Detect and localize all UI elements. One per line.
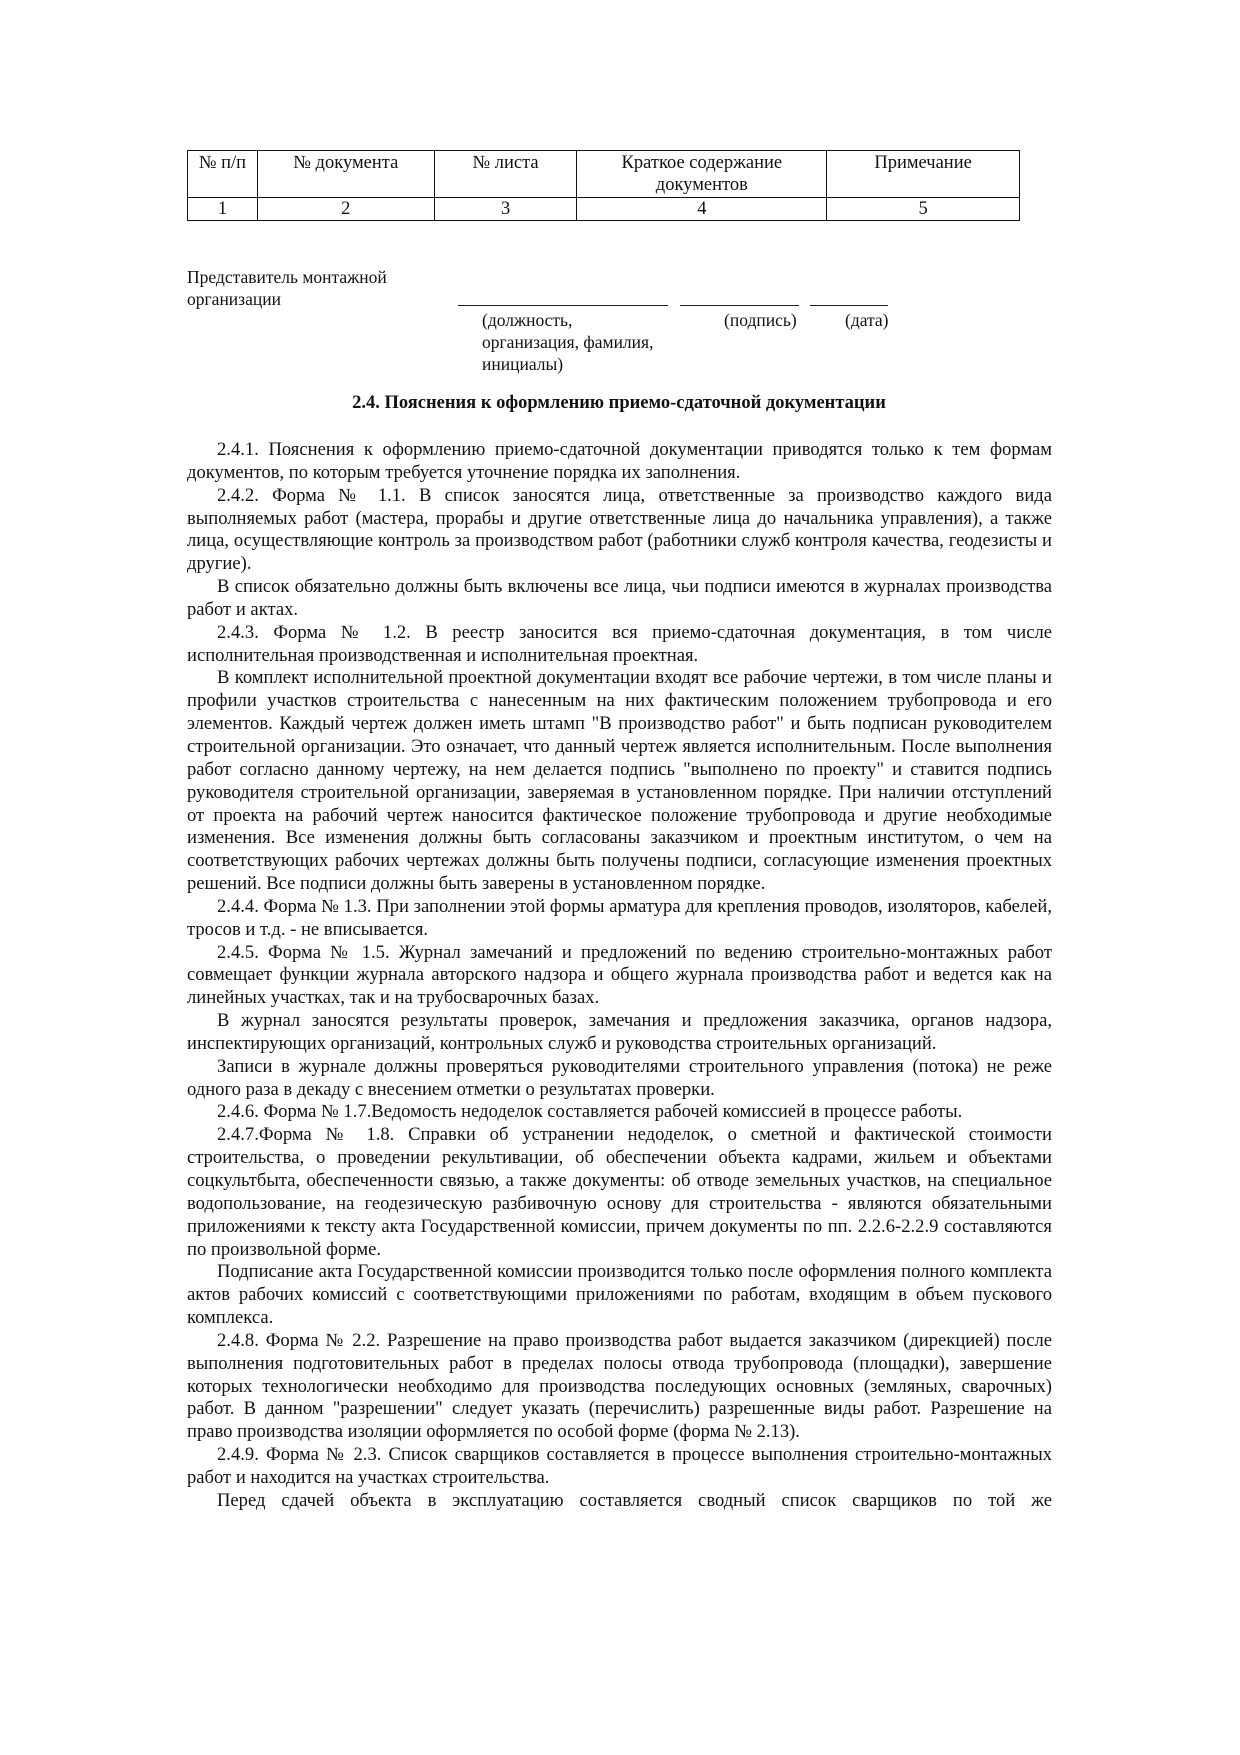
paragraph: 2.4.6. Форма № 1.7.Ведомость недоделок составляется рабочей комиссией в процессе работы. <box>217 1101 963 1123</box>
table-header-cell: № листа <box>434 151 577 198</box>
table-cell: 5 <box>827 198 1020 221</box>
paragraph: Перед сдачей объекта в эксплуатацию составляется сводный список сварщиков по той же <box>217 1489 1052 1511</box>
section-title: 2.4. Пояснения к оформлению приемо-сдаточной документации <box>352 393 886 413</box>
paragraph: Записи в журнале должны проверяться руководителями строительного управления (потока) не реже одного раза в декаду с внесением отметки о результатах проверки. <box>187 1055 1052 1100</box>
signature-line <box>680 305 799 306</box>
paragraph: 2.4.4. Форма № 1.3. При заполнении этой формы арматура для крепления проводов, изоляторов, кабелей, тросов и т.д. - не вписывается. <box>187 895 1052 940</box>
table-cell: 3 <box>434 198 577 221</box>
document-register-table <box>187 150 1020 221</box>
table-cell: 1 <box>188 198 258 221</box>
paragraph: 2.4.3. Форма № 1.2. В реестр заносится вся приемо-сдаточная документация, в том числе исполнительная производственная и исполнительная проектная. <box>187 621 1052 666</box>
paragraph: В комплект исполнительной проектной документации входят все рабочие чертежи, в том числе планы и профили участков строительства с нанесенным на них фактическим положением трубопровода и его элементов. Каждый чертеж должен иметь штамп "В производство работ" и быть подписан руководителем строительной организации. Это означает, что данный чертеж является исполнительным. После выполнения работ согласно данному чертежу, на нем делается подпись "выполнено по проекту" и ставится подпись руководителя строительной организации, заверяемая в установленном порядке. При наличии отступлений от проекта на рабочий чертеж наносится фактическое положение трубопровода и другие необходимые изменения. Все изменения должны быть согласованы заказчиком и проектным институтом, о чем на соответствующих рабочих чертежах должны быть получены подписи, согласующие изменения проектных решений. Все подписи должны быть заверены в установленном порядке. <box>187 667 1052 895</box>
paragraph: 2.4.8. Форма № 2.2. Разрешение на право производства работ выдается заказчиком (дирекцией) после выполнения подготовительных работ в пределах полосы отвода трубопровода (площадки), завершение которых технологически необходимо для производства последующих основных (земляных, сварочных) работ. В данном "разрешении" следует указать (перечислить) разрешенные виды работ. Разрешение на право производства изоляции оформляется по особой форме (форма № 2.13). <box>187 1329 1052 1443</box>
paragraph: 2.4.5. Форма № 1.5. Журнал замечаний и предложений по ведению строительно-монтажных работ совмещает функции журнала авторского надзора и общего журнала производства работ и ведется как на линейных участках, так и на трубосварочных базах. <box>187 941 1052 1009</box>
table-cell: 4 <box>577 198 827 221</box>
position-caption: (должность, организация, фамилия, инициалы) <box>482 310 654 374</box>
table-header-cell: Примечание <box>827 151 1020 198</box>
table-header-row <box>188 151 1020 198</box>
position-signature-line <box>458 305 668 306</box>
signature-caption: (подпись) <box>724 310 797 330</box>
paragraph: В журнал заносятся результаты проверок, замечания и предложения заказчика, органов надзора, инспектирующих организаций, контрольных служб и руководства строительных организаций. <box>187 1010 1052 1054</box>
paragraph: 2.4.2. Форма № 1.1. В список заносятся лица, ответственные за производство каждого вида выполняемых работ (мастера, прорабы и другие ответственные лица до начальника управления), а также лица, осуществляющие контроль за производством работ (работники служб контроля качества, геодезисты и другие). <box>187 484 1052 575</box>
paragraph: В список обязательно должны быть включены все лица, чьи подписи имеются в журналах производства работ и актах. <box>187 576 1052 620</box>
table-cell: 2 <box>257 198 434 221</box>
paragraph: 2.4.9. Форма № 2.3. Список сварщиков составляется в процессе выполнения строительно-монтажных работ и находится на участках строительства. <box>187 1444 1052 1488</box>
table-header-cell: № документа <box>257 151 434 198</box>
paragraph: Подписание акта Государственной комиссии производится только после оформления полного комплекта актов рабочих комиссий с соответствующими приложениями по работам, входящим в объем пускового комплекса. <box>187 1261 1052 1329</box>
body-text <box>187 439 1052 1513</box>
table-header-cell: № п/п <box>188 151 258 198</box>
date-caption: (дата) <box>845 310 889 330</box>
representative-label: Представитель монтажной организации <box>187 267 387 309</box>
paragraph: 2.4.1. Пояснения к оформлению приемо-сдаточной документации приводятся только к тем формам документов, по которым требуется уточнение порядка их заполнения. <box>187 439 1052 483</box>
table-row <box>188 198 1020 221</box>
date-line <box>810 305 888 306</box>
paragraph: 2.4.7.Форма № 1.8. Справки об устранении недоделок, о сметной и фактической стоимости строительства, о проведении рекультивации, об обеспечении объекта кадрами, жильем и объектами соцкультбыта, обеспеченности связью, а также документы: об отводе земельных участков, на специальное водопользование, на геодезическую разбивочную основу для строительства - являются обязательными приложениями к тексту акта Государственной комиссии, причем документы по пп. 2.2.6-2.2.9 составляются по произвольной форме. <box>187 1124 1052 1260</box>
table-header-cell: Краткое содержание документов <box>577 151 827 198</box>
